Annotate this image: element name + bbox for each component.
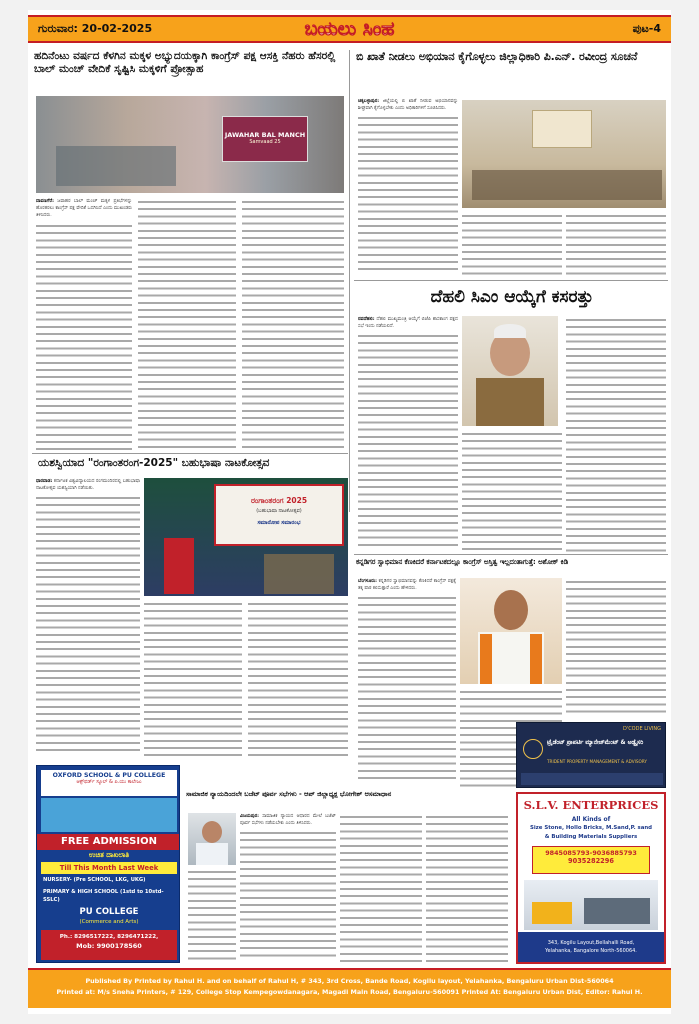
newspaper-page <box>28 10 671 1014</box>
school-phone: Ph.: 8296517222, 8296471222, <box>59 934 159 940</box>
till-text: Till This Month Last Week <box>59 864 159 872</box>
article1-photo <box>36 96 344 193</box>
school-name-kn: ಆಕ್ಸ್‌ಫರ್ಡ್ ಸ್ಕೂಲ್ & ಪಿ.ಯು ಕಾಲೇಜು <box>76 779 142 785</box>
article4-photo <box>462 316 558 426</box>
article3-body: ಧಾರವಾಡ: ಕರ್ನಾಟಕ ವಿಶ್ವವಿದ್ಯಾಲಯದ ರಂಗಮಂದಿರದಲ್ಲಿ ಬಹುಭಾಷಾ ನಾಟಕೋತ್ಸವ ಯಶಸ್ವಿಯಾಗಿ ನಡೆಯಿತು. <box>36 478 140 761</box>
property-tag: D'CODE LIVING <box>622 726 661 732</box>
article6-body: ವಿಜಯಪುರ: ಸಾಮಾಜಿಕ ನ್ಯಾಯದ ಆಧಾರದ ಮೇಲೆ ಬಜೆಟ್ ಪೂರ್ವ ಸಭೆಗಳು ನಡೆಯಬೇಕು ಎಂದು ತಿಳಿಸಿದರು. <box>240 813 336 963</box>
article1-col3 <box>242 198 344 450</box>
issue-date: ಗುರುವಾರ: 20-02-2025 <box>38 22 153 35</box>
free-admission: FREE ADMISSION <box>61 836 157 847</box>
festival-banner: ರಂಗಾಂತರಂಗ 2025 (ಬಹುಭಾಷಾ ನಾಟಕೋತ್ಸವ) ಸಮಾರೋಪ ಸಮಾರಂಭ <box>214 484 344 546</box>
nursery-item: NURSERY- (Pre SCHOOL, LKG, UKG) <box>43 877 146 883</box>
school-mobile: Mob: 9900178560 <box>76 942 142 950</box>
slv-advertisement <box>516 792 666 964</box>
article2-col2 <box>462 212 562 278</box>
section-divider <box>32 453 348 454</box>
printer-line: Printed at: M/s Sneha Printers, # 129, College Stop Kempegowdanagara, Magadi Main Road, Bengaluru-560091 Printed At: Bengaluru Urban Dist, Editor: Rahul H. <box>56 988 643 996</box>
masthead <box>28 15 671 43</box>
column-divider <box>349 50 350 512</box>
article6-col1b <box>188 868 236 963</box>
newspaper-title: ಬಯಲು ಸಿಂಹ <box>304 18 395 40</box>
property-advertisement <box>516 722 666 788</box>
pu-sub: (Commerce and Arts) <box>79 919 139 925</box>
article6-col3 <box>340 813 422 963</box>
article4-col3 <box>566 316 666 552</box>
article3-col3 <box>248 600 348 760</box>
slv-name: S.L.V. ENTERPRICES <box>523 798 659 812</box>
article2-photo <box>462 100 666 208</box>
article5-col3 <box>566 578 666 718</box>
page-number: ಪುಟ-4 <box>632 22 661 35</box>
article2-headline: ಬಿ ಖಾತೆ ನೀಡಲು ಅಭಿಯಾನ ಕೈಗೊಳ್ಳಲು ಜಿಲ್ಲಾಧಿಕಾರಿ ಪಿ.ಎನ್. ರವೀಂದ್ರ ಸೂಚನೆ <box>356 50 638 63</box>
section-divider <box>354 554 668 555</box>
property-name: ಟ್ರೈಡೆಂಟ್ ಪ್ರಾಪರ್ಟಿ ಮ್ಯಾನೇಜ್‌ಮೆಂಟ್ & ಅಡ್ವೈಸರಿ <box>547 740 644 746</box>
article4-col2b <box>462 430 562 552</box>
article3-col2 <box>144 600 242 760</box>
section-divider <box>354 280 668 281</box>
article1-headline: ಹದಿನೆಂಟು ವರ್ಷದ ಕೆಳಗಿನ ಮಕ್ಕಳ ಅಭ್ಯುದಯಕ್ಕಾಗಿ ಕಾಂಗ್ರೆಸ್ ಪಕ್ಷ ಆಸಕ್ತಿ ನೆಹರು ಹೆಸರಲ್ಲಿ ಬಾಲ್ ಮಂಚ್ ವೇದಿಕೆ ಸೃಷ್ಟಿಸಿ ಮಕ್ಕಳಿಗೆ ಪ್ರೋತ್ಸಾಹ <box>34 50 336 75</box>
article1-col2 <box>138 198 236 450</box>
slv-line1: Size Stone, Hollo Bricks, M.Sand,P. sand <box>529 825 653 831</box>
article3-headline: ಯಶಸ್ವಿಯಾದ "ರಂಗಾಂತರಂಗ-2025" ಬಹುಭಾಷಾ ನಾಟಕೋತ್ಸವ <box>38 457 270 469</box>
article6-col4 <box>426 813 508 963</box>
print-line-footer <box>28 968 671 1008</box>
school-name: OXFORD SCHOOL & PU COLLEGE <box>52 772 166 779</box>
property-name-en: TRIDENT PROPERTY MANAGEMENT & ADVISORY <box>547 759 647 764</box>
article2-body: ಚಿಕ್ಕಬಳ್ಳಾಪುರ: ಜಿಲ್ಲೆಯಲ್ಲಿ ಬಿ ಖಾತೆ ನೀಡುವ ಅಭಿಯಾನವನ್ನು ಶೀಘ್ರವಾಗಿ ಕೈಗೊಳ್ಳಬೇಕು ಎಂದು ಅಧಿಕಾರಿಗಳಿಗೆ ಸೂಚಿಸಿದರು. <box>358 98 458 278</box>
bal-manch-banner: JAWAHAR BAL MANCH Samvaad 25 <box>222 116 308 162</box>
school-advertisement <box>36 765 180 963</box>
article4-headline: ದೆಹಲಿ ಸಿಎಂ ಆಯ್ಕೆಗೆ ಕಸರತ್ತು <box>430 287 594 307</box>
article1-body: ದಾವಣಗೆರೆ: ಜವಾಹರ ಬಾಲ್ ಮಂಚ್ ಮಕ್ಕಳ ಪ್ರತಿಭೆಗಳನ್ನು ಹೊರತರಲು ಕಾಂಗ್ರೆಸ್ ಪಕ್ಷ ವೇದಿಕೆ ಒದಗಿಸಿದೆ ಎಂದು ಮುಖಂಡರು ತಿಳಿಸಿದರು. <box>36 198 132 453</box>
article3-photo <box>144 478 348 596</box>
slv-address: 343, Kogilu Layout,Bellahalli Road, Yelahanka, Bangalore North-560064. <box>545 940 637 954</box>
article6-headline: ಸಾಮಾಜಿಕ ನ್ಯಾಯದಿಂದಲೇ ಬಜೆಟ್ ಪೂರ್ವ ಸಭೆಗಳು - ಆಪ್ ಜಿಲ್ಲಾಧ್ಯಕ್ಷ ಭೋಗೇಶ್ ಆಸಮಾಧಾನ <box>186 790 392 798</box>
article6-photo <box>188 813 236 865</box>
slv-all: All Kinds of <box>571 816 611 823</box>
free-admission-kn: ಉಚಿತ ದಾಖಲಾತಿ <box>88 851 130 859</box>
slv-line2: & Building Materials Suppliers <box>544 834 638 840</box>
slv-phone1: 9845085793-9036885793 <box>545 849 637 857</box>
slv-phone2: 9035282296 <box>568 857 614 865</box>
publisher-line: Published By Printed by Rahul H. and on behalf of Rahul H, # 343, 3rd Cross, Bande Road, Kogilu layout, Yelahanka, Bengaluru Urban Dist-560064 <box>85 977 614 985</box>
article4-body: ನವದೆಹಲಿ: ದೆಹಲಿ ಮುಖ್ಯಮಂತ್ರಿ ಆಯ್ಕೆಗೆ ಬಿಜೆಪಿ ಶಾಸಕಾಂಗ ಪಕ್ಷದ ಸಭೆ ಇಂದು ನಡೆಯಲಿದೆ. <box>358 316 458 552</box>
primary-item: PRIMARY & HIGH SCHOOL (1std to 10std- SSLC) <box>43 889 164 903</box>
article5-body: ಬೆಂಗಳೂರು: ಕನ್ನಡಿಗರ ಸ್ವಾಭಿಮಾನವನ್ನು ಕೆಣಕಿದರೆ ಕಾಂಗ್ರೆಸ್ ಪಕ್ಷಕ್ಕೆ ತಕ್ಕ ಪಾಠ ಕಲಿಸುತ್ತಾರೆ ಎಂದು ಹೇಳಿದರು. <box>358 578 456 788</box>
article5-headline: ಕನ್ನಡಿಗರ ಸ್ವಾಭಿಮಾನ ಕೆಣಕಿದರೆ ಕರ್ನಾಟಕದಲ್ಲೂ ಕಾಂಗ್ರೆಸ್ ಅಸ್ತಿತ್ವ ಇಲ್ಲದಂತಾಗುತ್ತೆ: ಅಶೋಕ್ ಕಿಡಿ <box>356 558 568 566</box>
article5-photo <box>460 578 562 684</box>
article2-col3 <box>566 212 666 278</box>
pu-college: PU COLLEGE <box>79 907 139 917</box>
